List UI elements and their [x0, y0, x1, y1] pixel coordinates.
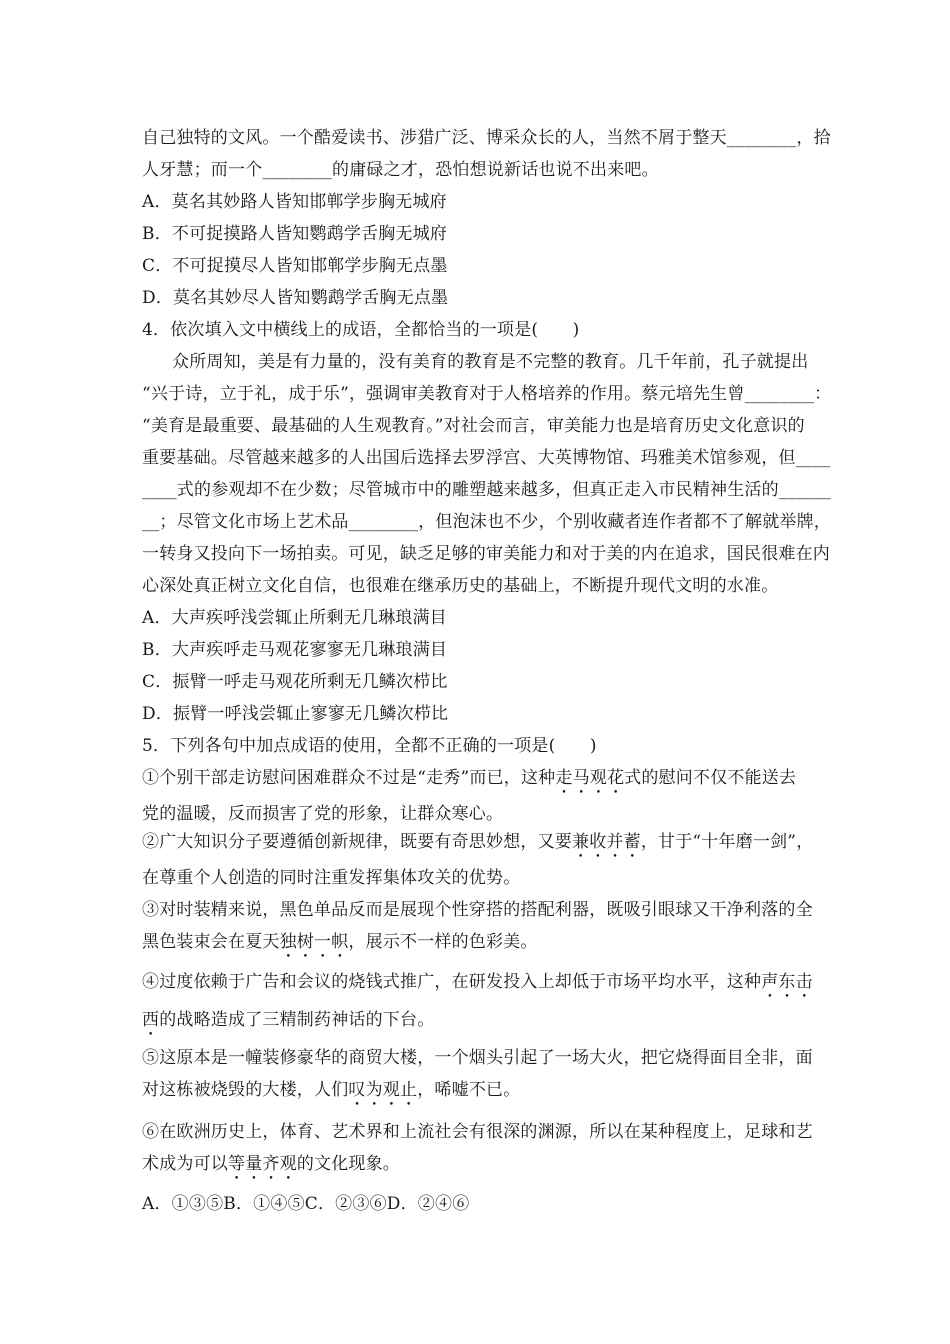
q3-option-d: D．莫名其妙尽人皆知鹦鹉学舌胸无点墨	[142, 288, 449, 308]
q5-sentence-1-line-1	[142, 768, 832, 798]
q4-passage-line-2: “兴于诗，立于礼，成于乐”，强调审美教育对于人格培养的作用。蔡元培先生曾________：	[142, 384, 832, 404]
q5-s5-dotted-idiom: 叹为观止	[348, 1080, 418, 1100]
q5-s6-text-a: 术成为可以	[142, 1154, 228, 1174]
q5-s3-text-b: ，展示不一样的色彩美。	[348, 932, 538, 952]
q4-passage-line-5: ____式的参观却不在少数；尽管城市中的雕塑越来越多，但真正走入市民精神生活的______	[142, 480, 831, 500]
q5-s4-text-a: ④过度依赖于广告和会议的烧钱式推广，在研发投入上却低于市场平均水平，这种	[142, 972, 762, 992]
q4-stem: 4．依次填入文中横线上的成语，全都恰当的一项是( )	[142, 320, 580, 340]
q5-sentence-5-line-1: ⑤这原本是一幢装修豪华的商贸大楼，一个烟头引起了一场大火，把它烧得面目全非，面	[142, 1048, 813, 1068]
q3-option-a: A．莫名其妙路人皆知邯郸学步胸无城府	[142, 192, 447, 212]
q5-s3-dotted-idiom: 独树一帜	[279, 932, 349, 952]
q5-s1-dotted-idiom: 走马观花	[555, 768, 625, 788]
q4-passage-line-3: “美育是最重要、最基础的人生观教育。”对社会而言，审美能力也是培育历史文化意识的	[142, 416, 805, 436]
q5-sentence-2-line-1	[142, 832, 832, 862]
q4-option-a: A．大声疾呼浅尝辄止所剩无几琳琅满目	[142, 608, 447, 628]
q5-s1-text-a: ①个别干部走访慰问困难群众不过是“走秀”而已，这种	[142, 768, 556, 788]
q5-s6-dotted-idiom: 等量齐观	[228, 1154, 297, 1174]
q5-sentence-6-line-1: ⑥在欧洲历史上，体育、艺术界和上流社会有很深的渊源，所以在某种程度上，足球和艺	[142, 1122, 813, 1142]
q5-s4-dotted-idiom-part-1: 声东击	[761, 972, 813, 992]
q5-sentence-5-line-2	[142, 1080, 832, 1110]
intro-line-1: 自己独特的文风。一个酷爱读书、涉猎广泛、博采众长的人，当然不屑于整天________，拾	[142, 128, 831, 148]
q5-s1-text-b: 式的慰问不仅不能送去	[624, 768, 797, 788]
q4-passage-line-8: 心深处真正树立文化自信，也很难在继承历史的基础上，不断提升现代文明的水准。	[142, 576, 779, 596]
q3-option-b: B．不可捉摸路人皆知鹦鹉学舌胸无城府	[142, 224, 448, 244]
intro-line-2: 人牙慧；而一个________的庸碌之才，恐怕想说新话也说不出来吧。	[142, 160, 659, 180]
q4-option-c: C．振臂一呼走马观花所剩无几鳞次栉比	[142, 672, 448, 692]
q5-s2-dotted-idiom: 兼收并蓄	[572, 832, 641, 852]
q3-option-c: C．不可捉摸尽人皆知邯郸学步胸无点墨	[142, 256, 448, 276]
q5-s5-text-a: 对这栋被烧毁的大楼，人们	[142, 1080, 349, 1100]
q5-sentence-6-line-2	[142, 1154, 832, 1184]
q5-stem: 5．下列各句中加点成语的使用，全都不正确的一项是( )	[142, 736, 597, 756]
q5-sentence-1-line-2: 党的温暖，反而损害了党的形象，让群众寒心。	[142, 804, 504, 824]
q5-answer-options: A．①③⑤B．①④⑤C．②③⑥D．②④⑥	[142, 1194, 470, 1214]
q5-sentence-4-line-1	[142, 972, 832, 1002]
q4-option-b: B．大声疾呼走马观花寥寥无几琳琅满目	[142, 640, 448, 660]
q4-passage-line-4: 重要基础。尽管越来越多的人出国后选择去罗浮宫、大英博物馆、玛雅美术馆参观，但____	[142, 448, 831, 468]
q5-sentence-4-line-2	[142, 1010, 832, 1040]
q5-sentence-2-line-2: 在尊重个人创造的同时注重发挥集体攻关的优势。	[142, 868, 521, 888]
q5-s2-text-a: ②广大知识分子要遵循创新规律，既要有奇思妙想，又要	[142, 832, 572, 852]
q5-s6-text-b: 的文化现象。	[296, 1154, 401, 1174]
q4-passage-line-1: 众所周知，美是有力量的，没有美育的教育是不完整的教育。几千年前，孔子就提出	[172, 352, 809, 372]
q5-s4-text-b: 的战略造成了三精制药神话的下台。	[159, 1010, 435, 1030]
q4-option-d: D．振臂一呼浅尝辄止寥寥无几鳞次栉比	[142, 704, 449, 724]
q4-passage-line-7: 一转身又投向下一场拍卖。可见，缺乏足够的审美能力和对于美的内在追求，国民很难在内	[142, 544, 830, 564]
q5-s5-text-b: ，唏嘘不已。	[417, 1080, 521, 1100]
q5-s4-dotted-idiom-part-2: 西	[142, 1010, 160, 1030]
q5-s2-text-b: ，甘于“十年磨一剑”，	[640, 832, 814, 852]
q5-s3-text-a: 黑色装束会在夏天	[142, 932, 280, 952]
q4-passage-line-6: __；尽管文化市场上艺术品________，但泡沫也不少，个别收藏者连作者都不了解就举牌，	[142, 512, 831, 532]
q5-sentence-3-line-1: ③对时装精来说，黑色单品反而是展现个性穿搭的搭配利器，既吸引眼球又干净利落的全	[142, 900, 813, 920]
q5-sentence-3-line-2	[142, 932, 832, 962]
